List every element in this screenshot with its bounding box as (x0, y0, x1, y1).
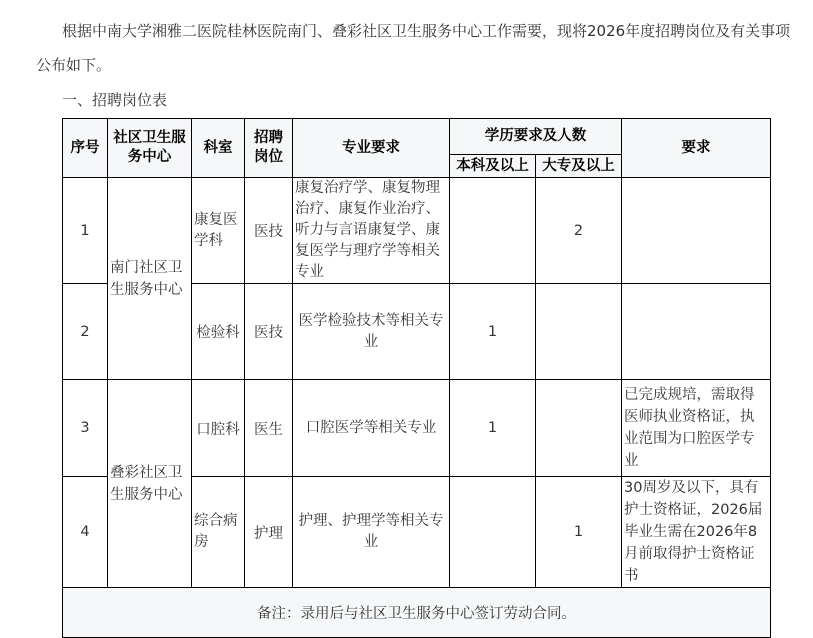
row-dept: 口腔科 (192, 380, 245, 477)
table-row (63, 178, 771, 284)
row-seq: 1 (63, 178, 108, 284)
row-seq: 3 (63, 380, 108, 477)
row-major: 医学检验技术等相关专业 (293, 284, 450, 380)
row-dept: 综合病房 (192, 477, 245, 588)
header-requirements: 要求 (622, 119, 771, 178)
row-college (536, 284, 622, 380)
header-bachelor: 本科及以上 (450, 155, 536, 178)
header-center: 社区卫生服务中心 (108, 119, 192, 178)
center-diecai: 叠彩社区卫生服务中心 (108, 380, 192, 588)
row-bachelor: 1 (450, 284, 536, 380)
row-dept: 康复医学科 (192, 178, 245, 284)
section-heading: 一、招聘岗位表 (62, 91, 168, 109)
row-bachelor: 1 (450, 380, 536, 477)
header-position: 招聘岗位 (245, 119, 293, 178)
row-major: 护理、护理学等相关专业 (293, 477, 450, 588)
header-major: 专业要求 (293, 119, 450, 178)
row-major: 口腔医学等相关专业 (293, 380, 450, 477)
header-dept: 科室 (192, 119, 245, 178)
center-nanmen: 南门社区卫生服务中心 (108, 178, 192, 380)
row-seq: 2 (63, 284, 108, 380)
row-college: 2 (536, 178, 622, 284)
row-major: 康复治疗学、康复物理治疗、康复作业治疗、听力与言语康复学、康复医学与理疗学等相关专业 (293, 178, 450, 284)
row-requirements (622, 178, 771, 284)
note-row (63, 588, 771, 638)
table-row (63, 380, 771, 477)
row-position: 医技 (245, 178, 293, 284)
header-row (63, 119, 771, 155)
row-bachelor (450, 477, 536, 588)
header-education-group: 学历要求及人数 (450, 119, 622, 155)
row-college: 1 (536, 477, 622, 588)
row-requirements (622, 284, 771, 380)
row-position: 医技 (245, 284, 293, 380)
header-college: 大专及以上 (536, 155, 622, 178)
row-college (536, 380, 622, 477)
intro-paragraph: 根据中南大学湘雅二医院桂林医院南门、叠彩社区卫生服务中心工作需要，现将2026年度招聘岗位及有关事项公布如下。 (36, 22, 791, 74)
recruitment-table (62, 118, 771, 638)
row-position: 医生 (245, 380, 293, 477)
row-dept: 检验科 (192, 284, 245, 380)
header-seq: 序号 (63, 119, 108, 178)
row-position: 护理 (245, 477, 293, 588)
row-seq: 4 (63, 477, 108, 588)
row-requirements: 30周岁及以下，具有护士资格证，2026届毕业生需在2026年8月前取得护士资格证书 (622, 477, 771, 588)
row-bachelor (450, 178, 536, 284)
row-requirements: 已完成规培，需取得医师执业资格证，执业范围为口腔医学专业 (622, 380, 771, 477)
table-note: 备注：录用后与社区卫生服务中心签订劳动合同。 (63, 588, 771, 638)
